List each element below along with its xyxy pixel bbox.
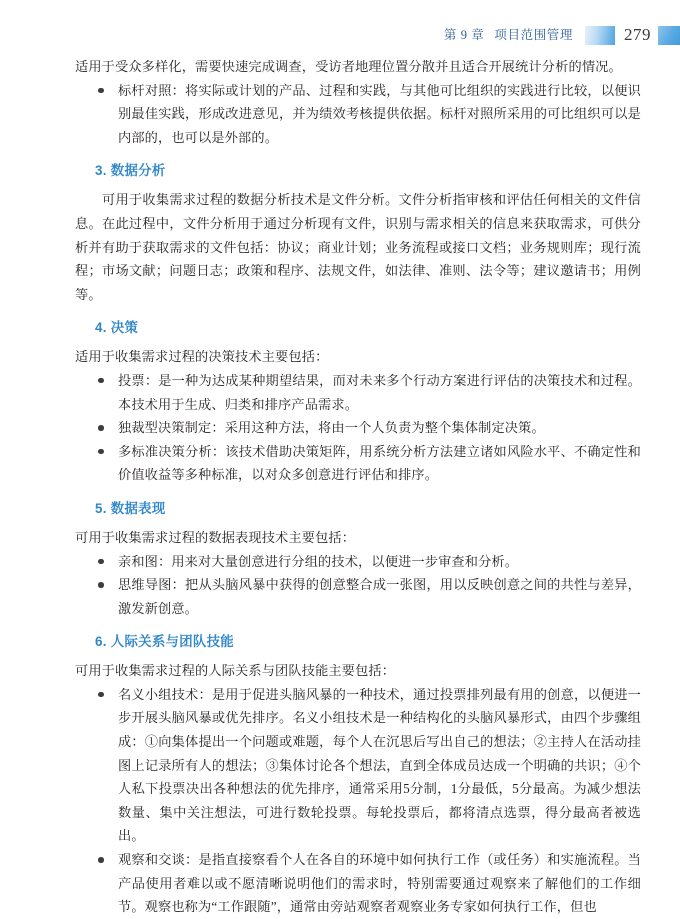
section-4-list xyxy=(75,369,641,487)
section-heading-4: 4. 决策 xyxy=(95,320,139,336)
header-chapter-title: 项目范围管理 xyxy=(494,28,573,42)
section-4-intro: 适用于收集需求过程的决策技术主要包括： xyxy=(75,349,329,365)
section-3-intro: 可用于收集需求过程的数据分析技术是文件分析。文件分析指审核和评估任何相关的文件信息。在此过程中，文件分析用于通过分析现有文件，识别与需求相关的信息来获取需求，可供分析并有助于获取需求的文件包括：协议；商业计划；业务流程或接口文档；业务规则库；现行流程；市场文献；问题日志；政策和程序、法规文件，如法律、准则、法令等；建议邀请书；用例等。 xyxy=(75,192,641,302)
top-bullet-list xyxy=(75,79,641,150)
list-item-text: 观察和交谈：是指直接察看个人在各自的环境中如何执行工作（或任务）和实施流程。当产品使用者难以或不愿清晰说明他们的需求时，特别需要通过观察来了解他们的工作细节。观察也称为“工作跟随”，通常由旁站观察者观察业务专家如何执行工作，但也 xyxy=(118,852,641,915)
page-content xyxy=(75,55,641,919)
section-6-intro: 可用于收集需求过程的人际关系与团队技能主要包括： xyxy=(75,663,396,679)
page-header xyxy=(0,0,680,50)
list-item xyxy=(75,416,641,440)
section-5-intro: 可用于收集需求过程的数据表现技术主要包括： xyxy=(75,529,356,545)
list-item-text: 投票：是一种为达成某种期望结果，而对未来多个行动方案进行评估的决策技术和过程。本技术用于生成、归类和排序产品需求。 xyxy=(118,372,641,412)
list-item-text: 思维导图：把从头脑风暴中获得的创意整合成一张图，用以反映创意之间的共性与差异，激发新创意。 xyxy=(118,577,641,616)
continuation-paragraph: 适用于受众多样化，需要快速完成调查，受访者地理位置分散并且适合开展统计分析的情况。 xyxy=(75,59,622,74)
list-item xyxy=(75,848,641,919)
list-item xyxy=(75,440,641,487)
page-number: 279 xyxy=(624,25,651,44)
header-content xyxy=(444,24,680,46)
list-item-text: 亲和图：用来对大量创意进行分组的技术，以便进一步审查和分析。 xyxy=(118,553,519,569)
header-chapter-number: 第 9 章 xyxy=(443,28,485,42)
list-item xyxy=(75,683,641,848)
list-item-text: 独裁型决策制定：采用这种方法，将由一个人负责为整个集体制定决策。 xyxy=(118,420,545,436)
list-item-text: 多标准决策分析：该技术借助决策矩阵，用系统分析方法建立诸如风险水平、不确定性和价值收益等多种标准，以对众多创意进行评估和排序。 xyxy=(118,443,641,483)
list-item-text: 标杆对照：将实际或计划的产品、过程和实践，与其他可比组织的实践进行比较，以便识别最佳实践，形成改进意见，并为绩效考核提供依据。标杆对照所采用的可比组织可以是内部的，也可以是外部的。 xyxy=(118,82,641,145)
header-edge-block-icon xyxy=(658,26,680,45)
section-heading-3: 3. 数据分析 xyxy=(95,163,166,179)
section-5-list xyxy=(75,550,641,621)
section-heading-6: 6. 人际关系与团队技能 xyxy=(95,634,235,650)
section-6-list xyxy=(75,683,641,919)
bullet-dot-icon xyxy=(98,582,104,588)
bullet-dot-icon xyxy=(98,425,104,431)
bullet-dot-icon xyxy=(98,559,104,565)
bullet-dot-icon xyxy=(98,88,104,94)
bullet-dot-icon xyxy=(98,692,104,698)
list-item-text: 名义小组技术：是用于促进头脑风暴的一种技术，通过投票排列最有用的创意，以便进一步开展头脑风暴或优先排序。名义小组技术是一种结构化的头脑风暴形式，由四个步骤组成：①向集体提出一个问题或难题，每个人在沉思后写出自己的想法；②主持人在活动挂图上记录所有人的想法；③集体讨论各个想法，直到全体成员达成一个明确的共识；④个人私下投票决出各种想法的优先排序，通常采用5分制，1分最低，5分最高。为减少想法数量、集中关注想法，可进行数轮投票。每轮投票后，都将清点选票，得分最高者被选出。 xyxy=(118,686,641,844)
header-decoration-block-icon xyxy=(585,26,615,45)
bullet-dot-icon xyxy=(98,449,104,455)
section-heading-5: 5. 数据表现 xyxy=(95,500,166,516)
list-item xyxy=(75,550,641,574)
list-item xyxy=(75,369,641,416)
list-item xyxy=(75,573,641,620)
header-divider xyxy=(0,48,680,49)
list-item xyxy=(75,79,641,150)
bullet-dot-icon xyxy=(98,378,104,384)
